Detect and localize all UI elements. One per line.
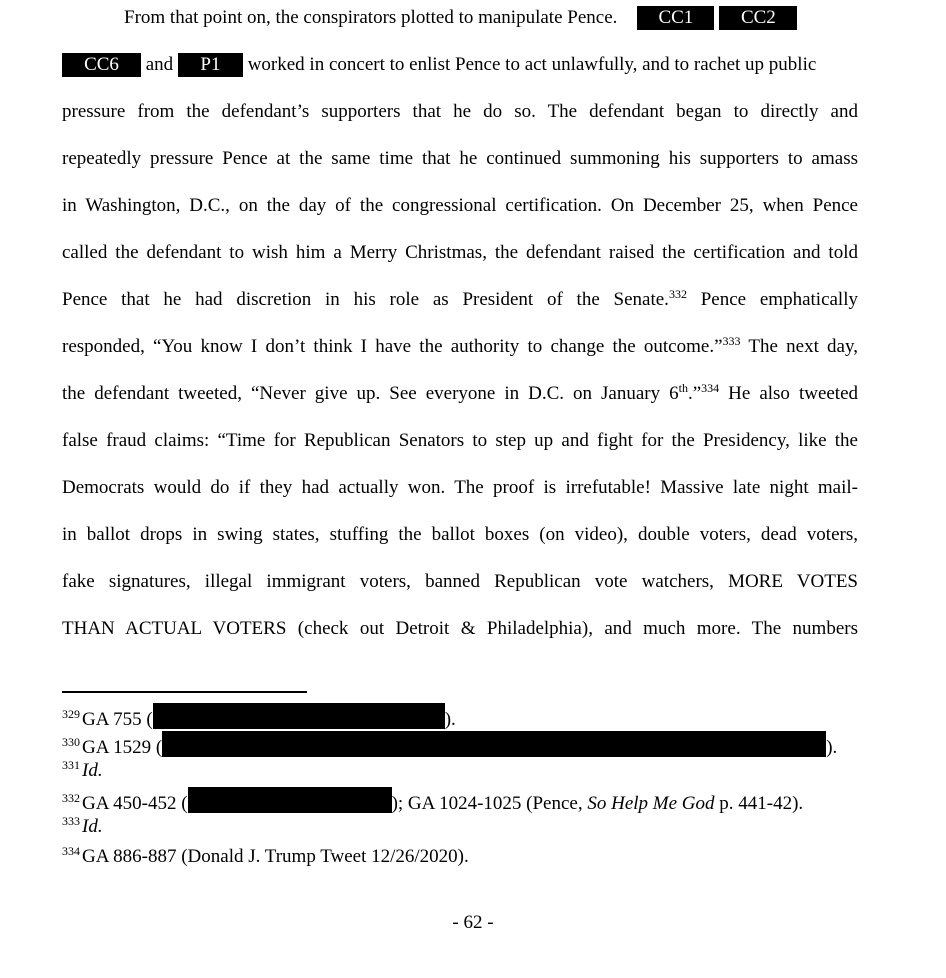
- footnote-329: $^{329}$ GA 755 ( ).: [62, 703, 456, 732]
- body-line: repeatedly pressure Pence at the same time that he continued summoning his supporters to amass: [62, 148, 858, 169]
- body-line: responded, “You know I don’t think I have the authority to change the outcome.”$^{333}$ The next day,: [62, 334, 858, 357]
- redaction: [188, 787, 392, 813]
- redaction-cc1: CC1: [637, 6, 714, 30]
- body-line: From that point on, the conspirators plotted to manipulate Pence. CC1 CC2: [124, 6, 858, 30]
- redaction: [162, 731, 826, 757]
- body-line: fake signatures, illegal immigrant voters, banned Republican vote watchers, MORE VOTES: [62, 571, 858, 592]
- footnote-333: $^{333}$ Id.: [62, 814, 103, 837]
- body-line: THAN ACTUAL VOTERS (check out Detroit & Philadelphia), and much more. The numbers: [62, 618, 858, 639]
- redaction-cc6: CC6: [62, 53, 141, 77]
- footnote-ref: 334: [701, 381, 720, 395]
- body-line: Democrats would do if they had actually won. The proof is irrefutable! Massive late night mail-: [62, 477, 858, 498]
- footnote-330: $^{330}$ GA 1529 ( ).: [62, 731, 837, 760]
- body-line: called the defendant to wish him a Merry Christmas, the defendant raised the certification and told: [62, 242, 858, 263]
- footnote-divider: [62, 691, 307, 693]
- body-line: Pence that he had discretion in his role as President of the Senate.$^{332}$ Pence emphatically: [62, 287, 858, 310]
- body-line: false fraud claims: “Time for Republican Senators to step up and fight for the Presidency, like the: [62, 430, 858, 451]
- body-line: in Washington, D.C., on the day of the congressional certification. On December 25, when Pence: [62, 195, 858, 216]
- page-number: - 62 -: [452, 912, 494, 933]
- footnote-334: $^{334}$ GA 886-887 (Donald J. Trump Tweet 12/26/2020).: [62, 844, 469, 867]
- footnote-ref: 333: [722, 334, 741, 348]
- body-line: in ballot drops in swing states, stuffing the ballot boxes (on video), double voters, dead voters,: [62, 524, 858, 545]
- redaction: [153, 703, 445, 729]
- body-line: the defendant tweeted, “Never give up. See everyone in D.C. on January 6th.”$^{334}$ He also tweeted: [62, 381, 859, 404]
- footnote-332: $^{332}$ GA 450-452 ( ); GA 1024-1025 (Pence, So Help Me God p. 441-42).: [62, 787, 803, 816]
- redaction-p1: P1: [178, 53, 243, 77]
- body-line: CC6 and P1 worked in concert to enlist Pence to act unlawfully, and to rachet up public: [62, 53, 858, 77]
- redaction-cc2: CC2: [719, 6, 797, 30]
- footnote-331: $^{331}$ Id.: [62, 758, 103, 781]
- footnote-ref: 332: [668, 287, 687, 301]
- body-line: pressure from the defendant’s supporters that he do so. The defendant began to directly and: [62, 101, 858, 122]
